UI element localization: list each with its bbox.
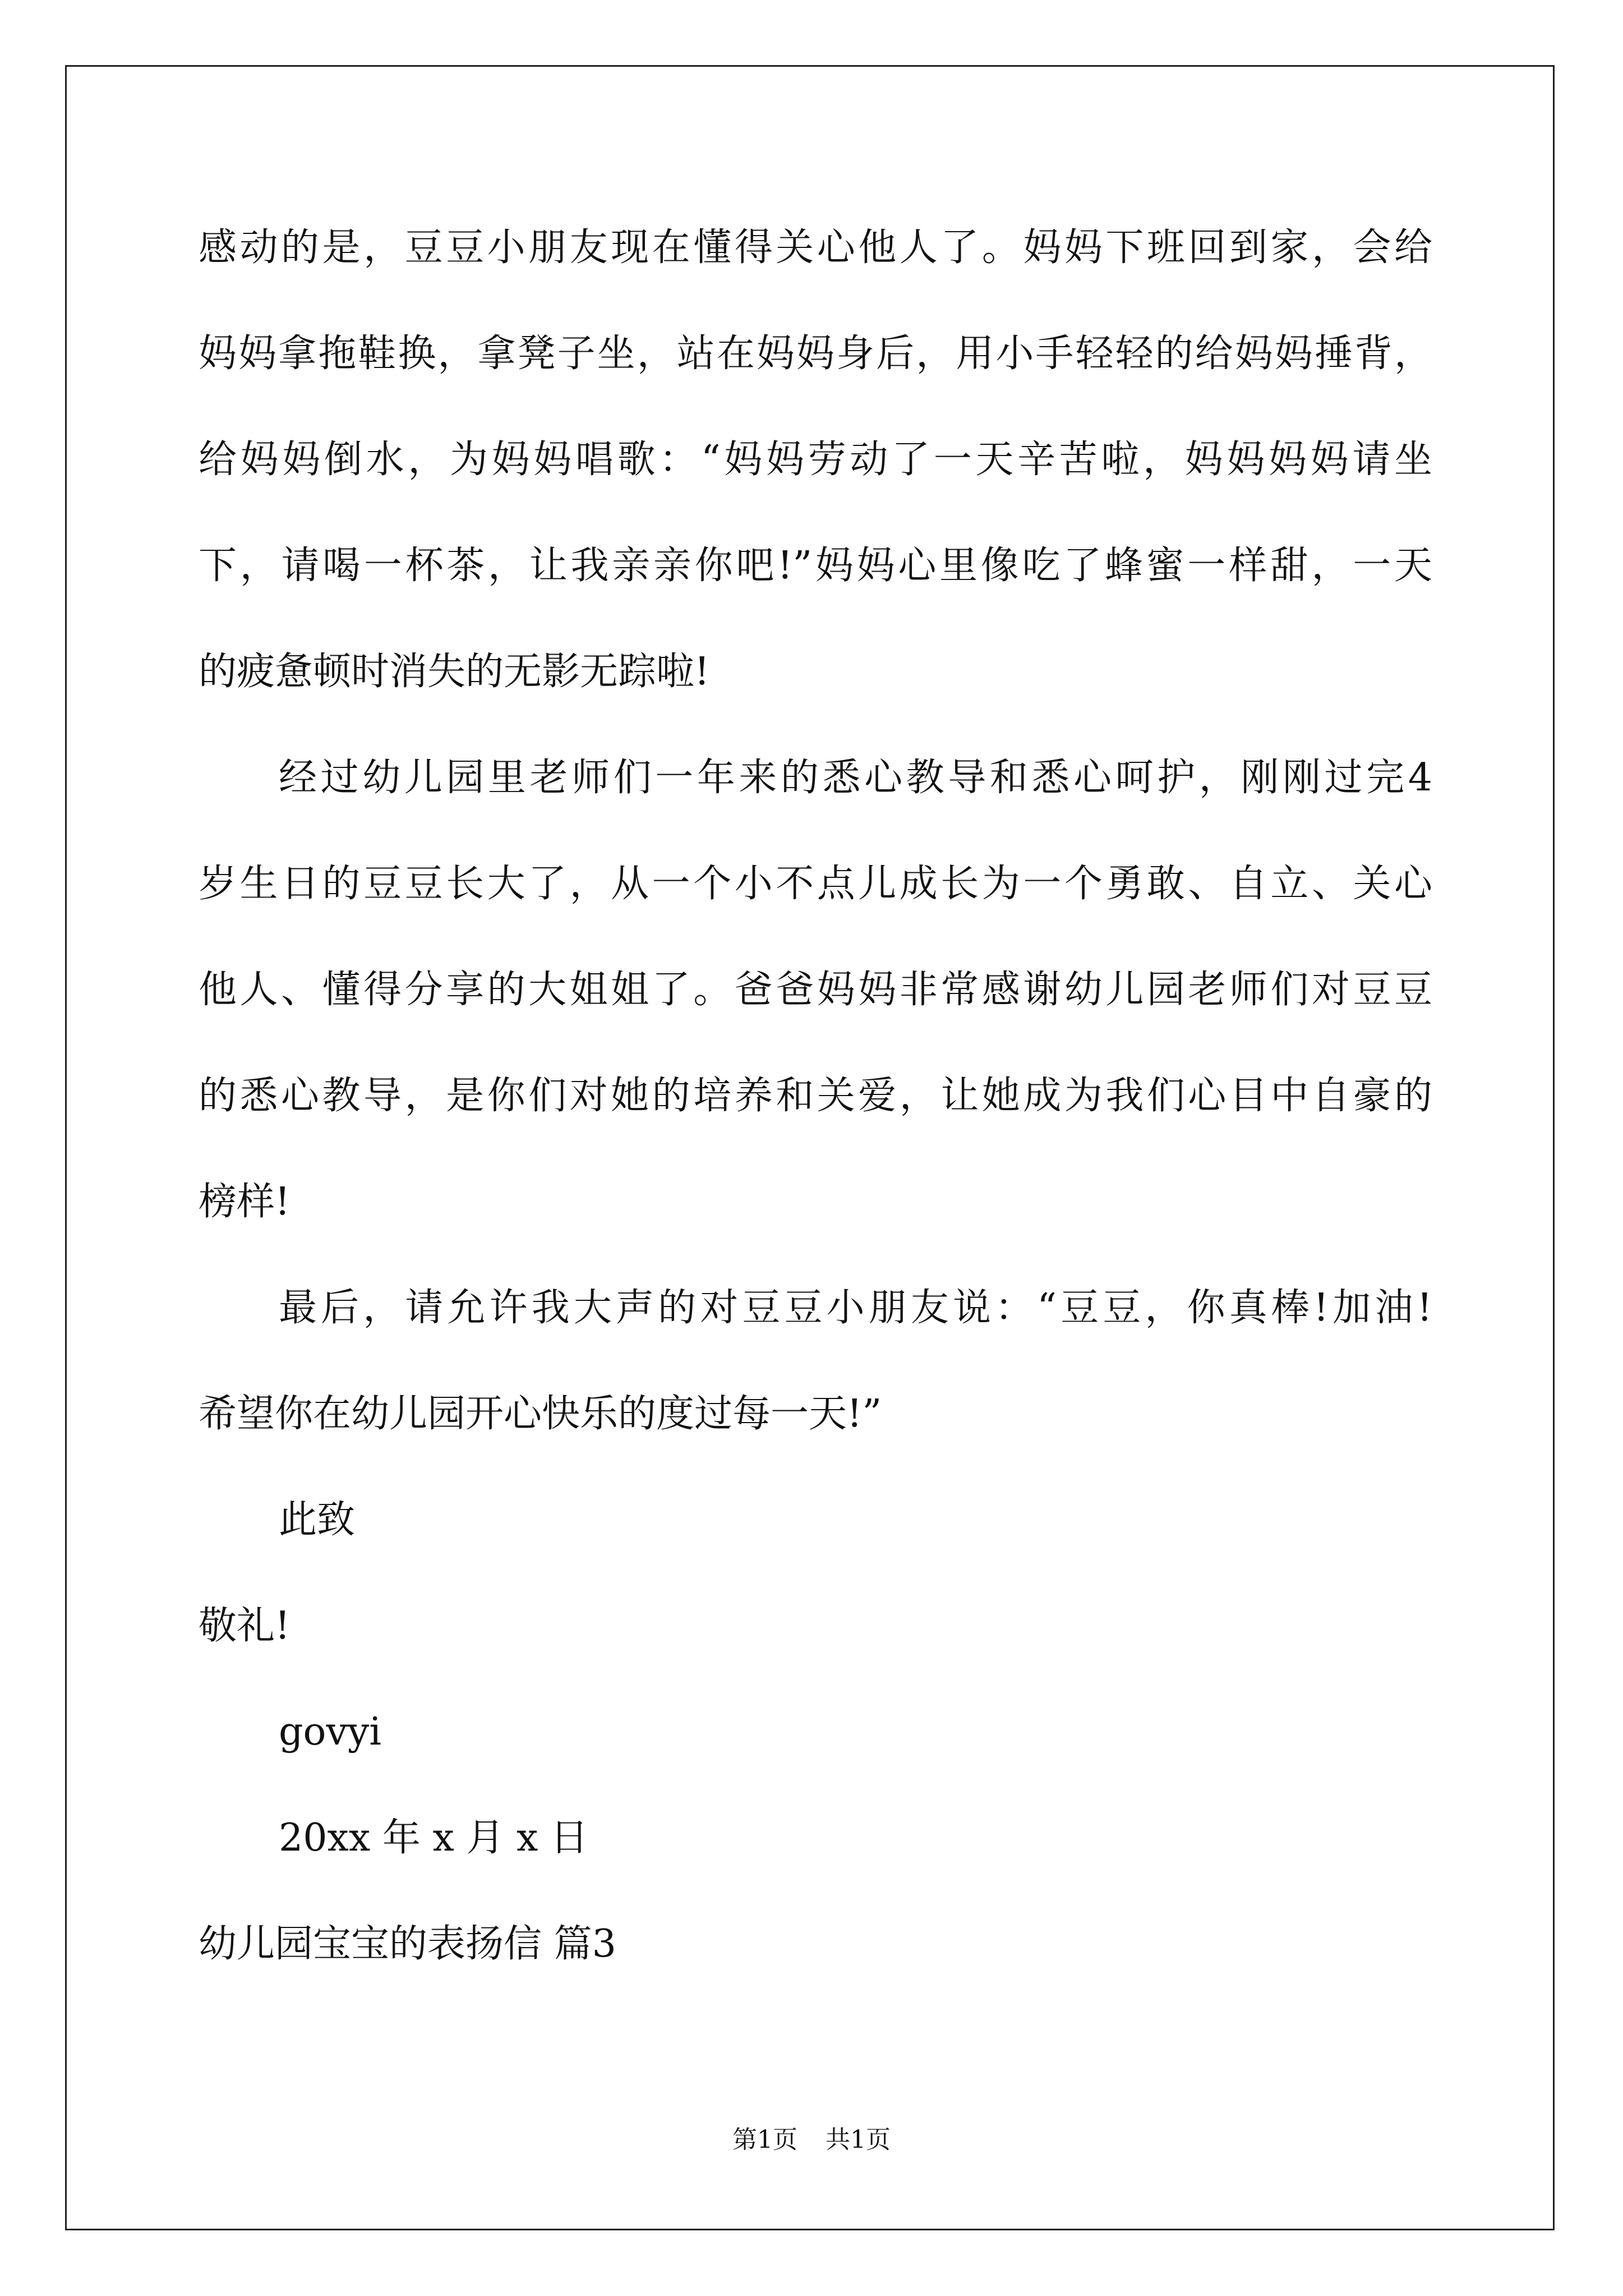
page-total: 共1页: [826, 2125, 891, 2154]
text-line: 感动的是，豆豆小朋友现在懂得关心他人了。妈妈下班回到家，会给: [199, 226, 1432, 270]
closing-salutation: 此致: [279, 1498, 356, 1542]
letter-body: [199, 195, 1432, 1997]
text-line: 的疲惫顿时消失的无影无踪啦!: [199, 650, 710, 694]
paragraph-start-line: 最后，请允许我大声的对豆豆小朋友说：“豆豆，你真棒!加油!: [279, 1286, 1432, 1330]
text-line: 他人、懂得分享的大姐姐了。爸爸妈妈非常感谢幼儿园老师们对豆豆: [199, 968, 1432, 1012]
signature-name: govyi: [279, 1710, 382, 1754]
closing-regards: 敬礼!: [199, 1604, 291, 1648]
text-line: 妈妈拿拖鞋换，拿凳子坐，站在妈妈身后，用小手轻轻的给妈妈捶背，: [199, 332, 1432, 376]
page-number: 第1页: [732, 2125, 797, 2154]
text-line: 榜样!: [199, 1180, 291, 1224]
letter-date: 20xx 年 x 月 x 日: [279, 1816, 589, 1860]
paragraph-start-line: 经过幼儿园里老师们一年来的悉心教导和悉心呵护，刚刚过完4: [279, 756, 1432, 800]
text-line: 希望你在幼儿园开心快乐的度过每一天!”: [199, 1392, 882, 1436]
section-heading: 幼儿园宝宝的表扬信 篇3: [199, 1922, 616, 1966]
text-line: 给妈妈倒水，为妈妈唱歌：“妈妈劳动了一天辛苦啦，妈妈妈妈请坐: [199, 438, 1432, 482]
text-line: 的悉心教导，是你们对她的培养和关爱，让她成为我们心目中自豪的: [199, 1074, 1432, 1118]
text-line: 岁生日的豆豆长大了，从一个小不点儿成长为一个勇敢、自立、关心: [199, 862, 1432, 906]
page-footer: [0, 2123, 1623, 2157]
text-line: 下，请喝一杯茶，让我亲亲你吧!”妈妈心里像吃了蜂蜜一样甜，一天: [199, 544, 1432, 588]
